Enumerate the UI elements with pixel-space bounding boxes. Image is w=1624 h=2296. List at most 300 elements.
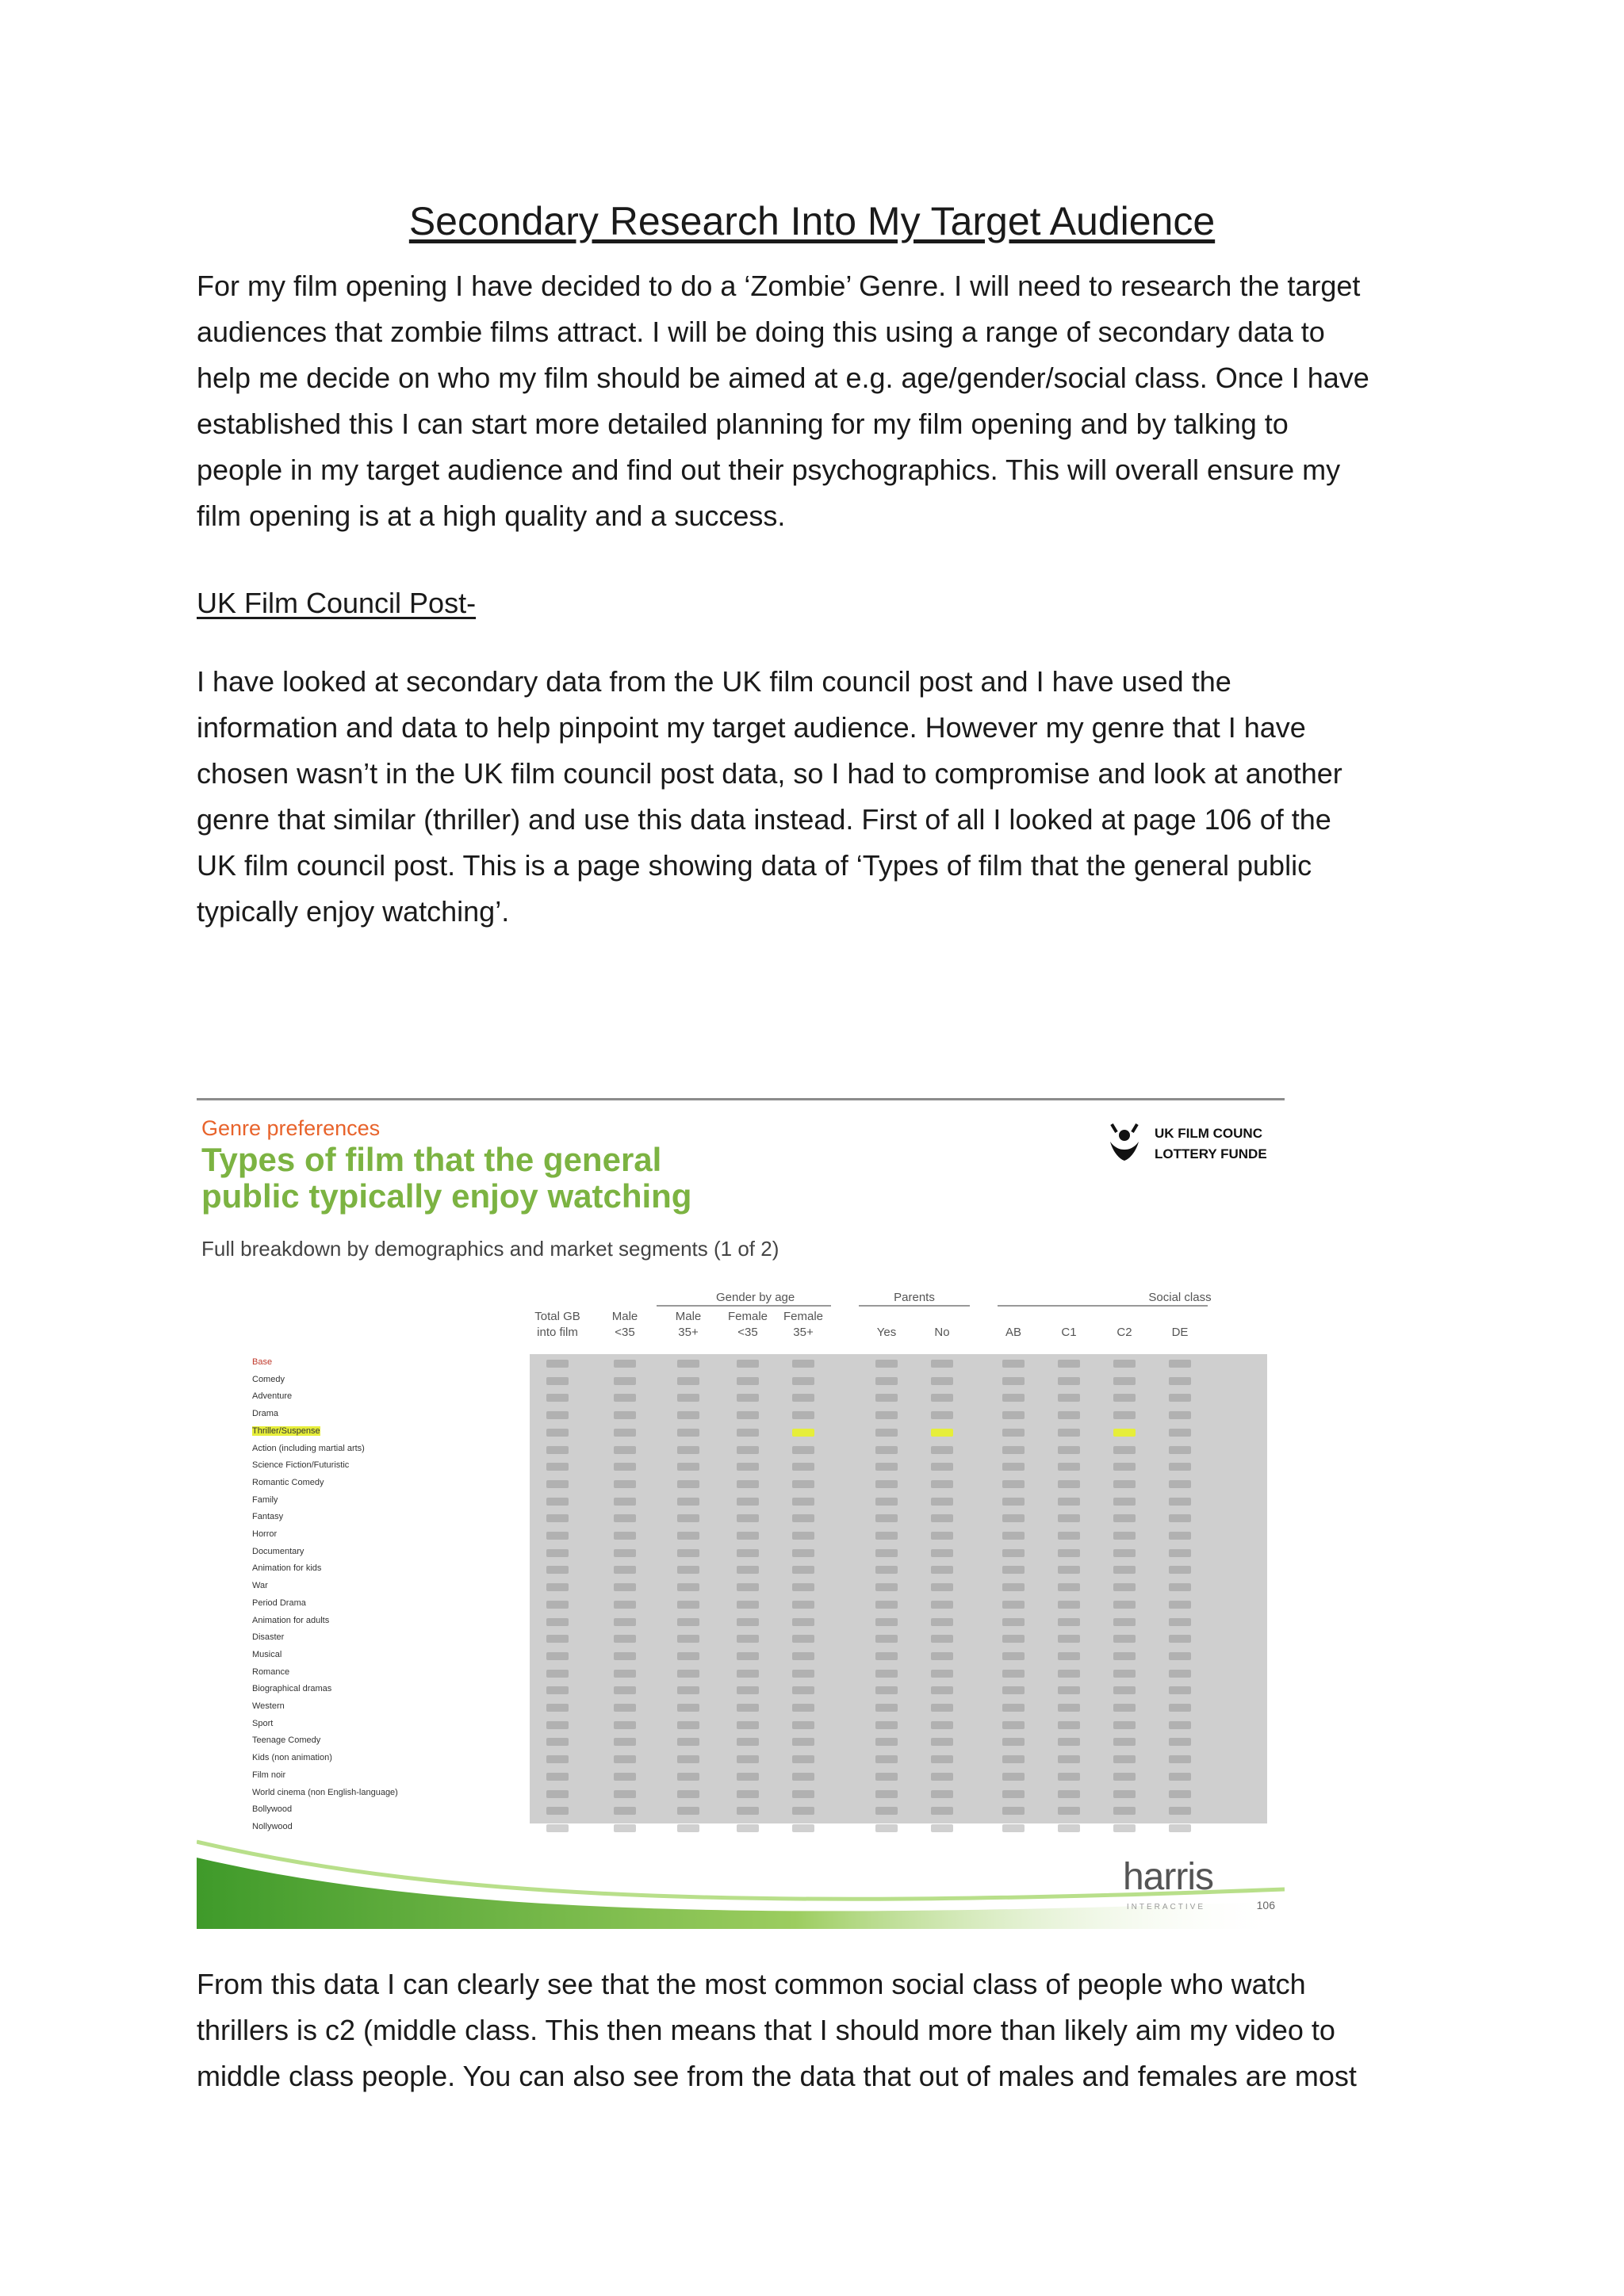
text-line: For my film opening I have decided to do a ‘Zombie’ Genre. I will need to research the target [197,270,1361,302]
group-header: Parents [894,1291,935,1304]
table-cell [1113,1532,1136,1540]
table-cell [1169,1377,1191,1385]
table-cell [1002,1463,1025,1471]
table-cell [875,1601,898,1609]
table-cell [931,1446,953,1454]
table-cell [677,1463,699,1471]
table-cell [737,1463,759,1471]
table-cell [875,1773,898,1781]
table-cell [677,1394,699,1402]
table-cell [875,1807,898,1815]
table-cell [1113,1411,1136,1419]
table-cell [1002,1790,1025,1798]
table-row-label: Disaster [252,1632,285,1643]
table-cell [875,1446,898,1454]
table-body [530,1354,1267,1823]
table-cell [1058,1635,1080,1643]
table-cell [1113,1755,1136,1763]
table-cell [931,1738,953,1746]
table-cell [614,1446,636,1454]
table-cell [1002,1704,1025,1712]
table-cell [931,1652,953,1660]
text-line: help me decide on who my film should be aimed at e.g. age/gender/social class. Once I have [197,362,1369,394]
table-cell [1169,1670,1191,1678]
table-cell [875,1652,898,1660]
lottery-hand-icon [1102,1118,1147,1162]
table-cell [1169,1652,1191,1660]
table-cell [614,1480,636,1488]
table-cell [1002,1738,1025,1746]
table-cell [931,1601,953,1609]
table-cell [1113,1377,1136,1385]
table-cell [931,1583,953,1591]
table-cell [1113,1463,1136,1471]
table-cell [1113,1738,1136,1746]
table-cell [614,1704,636,1712]
table-cell [792,1429,814,1437]
table-cell [677,1773,699,1781]
table-cell [875,1360,898,1368]
table-cell [1169,1790,1191,1798]
table-cell [677,1670,699,1678]
table-cell [614,1583,636,1591]
table-cell [546,1618,569,1626]
table-cell [546,1807,569,1815]
table-row-label: Period Drama [252,1598,306,1608]
slide-title-line: public typically enjoy watching [201,1177,692,1215]
table-cell [1002,1360,1025,1368]
table-cell [546,1463,569,1471]
table-cell [677,1514,699,1522]
table-cell [677,1618,699,1626]
table-cell [931,1463,953,1471]
table-cell [614,1514,636,1522]
table-cell [931,1704,953,1712]
text-line: information and data to help pinpoint my target audience. However my genre that I have [197,711,1306,744]
table-cell [1058,1738,1080,1746]
table-row-label: Drama [252,1409,279,1419]
table-cell [1058,1618,1080,1626]
harris-brand-logo: harris [1122,1856,1213,1898]
table-cell [614,1807,636,1815]
table-cell [546,1738,569,1746]
text-line: people in my target audience and find out their psychographics. This will overall ensure my [197,453,1341,486]
table-cell [931,1532,953,1540]
table-cell [737,1652,759,1660]
table-cell [1058,1480,1080,1488]
table-cell [931,1686,953,1694]
table-cell [614,1670,636,1678]
table-cell [1169,1480,1191,1488]
table-cell [792,1566,814,1574]
table-cell [875,1755,898,1763]
column-header: Female [783,1310,824,1323]
table-cell [677,1807,699,1815]
table-cell [1058,1670,1080,1678]
text-line: typically enjoy watching’. [197,895,510,928]
table-cell [875,1635,898,1643]
table-cell [1169,1686,1191,1694]
table-cell [875,1429,898,1437]
table-cell [875,1670,898,1678]
table-cell [1058,1463,1080,1471]
logo-text: LOTTERY FUNDE [1155,1146,1267,1161]
table-cell [677,1549,699,1557]
table-cell [737,1670,759,1678]
group-header: Gender by age [716,1291,795,1304]
table-cell [1058,1807,1080,1815]
table-cell [875,1790,898,1798]
table-cell [546,1566,569,1574]
table-cell [1002,1498,1025,1506]
table-cell [546,1514,569,1522]
table-cell [737,1601,759,1609]
table-cell [1113,1360,1136,1368]
column-header: into film [537,1326,578,1339]
table-cell [737,1807,759,1815]
table-row-label: Family [252,1494,278,1505]
table-cell [1113,1394,1136,1402]
table-cell [737,1755,759,1763]
table-row-label: Romance [252,1667,290,1677]
harris-brand-sub: INTERACTIVE [1126,1903,1205,1911]
table-cell [677,1601,699,1609]
table-cell [677,1498,699,1506]
table-cell [1058,1686,1080,1694]
body-paragraph [197,659,1434,935]
table-cell [737,1360,759,1368]
table-row-label: Horror [252,1529,278,1539]
table-cell [792,1583,814,1591]
table-cell [737,1446,759,1454]
table-cell [931,1377,953,1385]
table-row-label: Animation for adults [252,1615,330,1625]
table-cell [875,1377,898,1385]
table-cell [546,1652,569,1660]
text-line: middle class people. You can also see from the data that out of males and females are most [197,2060,1357,2092]
table-cell [737,1394,759,1402]
table-cell [792,1807,814,1815]
table-cell [1002,1601,1025,1609]
table-cell [1002,1670,1025,1678]
table-cell [1169,1583,1191,1591]
table-cell [1002,1773,1025,1781]
group-header: Social class [1148,1291,1212,1304]
genre-preference-table [244,1291,1275,1830]
table-cell [792,1498,814,1506]
table-cell [1002,1807,1025,1815]
table-cell [1002,1583,1025,1591]
table-cell [677,1566,699,1574]
green-wave-decoration [197,1826,1285,1929]
column-header: AB [1005,1326,1021,1339]
table-cell [931,1566,953,1574]
table-cell [1113,1704,1136,1712]
table-cell [875,1480,898,1488]
table-cell [1169,1446,1191,1454]
table-cell [1058,1498,1080,1506]
table-cell [737,1411,759,1419]
table-cell [875,1549,898,1557]
table-cell [737,1549,759,1557]
table-cell [931,1498,953,1506]
table-cell [1113,1480,1136,1488]
table-cell [1169,1394,1191,1402]
table-cell [1113,1807,1136,1815]
table-cell [677,1721,699,1729]
table-row-label: Animation for kids [252,1563,322,1574]
table-cell [875,1498,898,1506]
text-line: I have looked at secondary data from the UK film council post and I have used the [197,665,1231,698]
table-cell [677,1790,699,1798]
table-cell [875,1463,898,1471]
table-cell [875,1411,898,1419]
table-cell [737,1790,759,1798]
table-cell [1169,1704,1191,1712]
table-cell [737,1635,759,1643]
text-line: genre that similar (thriller) and use this data instead. First of all I looked at page 106 of the [197,803,1331,836]
table-cell [1058,1411,1080,1419]
table-cell [1058,1394,1080,1402]
text-line: thrillers is c2 (middle class. This then means that I should more than likely aim my video to [197,2014,1335,2046]
table-cell [1058,1755,1080,1763]
table-cell [546,1583,569,1591]
table-cell [875,1394,898,1402]
table-cell [614,1549,636,1557]
table-row-label: Thriller/Suspense [252,1425,320,1436]
column-header: Female [727,1310,768,1323]
table-cell [931,1411,953,1419]
table-cell [1169,1514,1191,1522]
table-cell [931,1480,953,1488]
table-cell [614,1652,636,1660]
table-cell [931,1721,953,1729]
table-row-label: Western [252,1701,285,1711]
table-cell [1113,1686,1136,1694]
table-cell [737,1429,759,1437]
table-row-label: World cinema (non English-language) [252,1787,398,1797]
table-cell [546,1549,569,1557]
table-row-label: Sport [252,1718,274,1728]
table-cell [1113,1514,1136,1522]
table-cell [792,1394,814,1402]
table-cell [875,1704,898,1712]
table-cell [1169,1429,1191,1437]
table-cell [875,1738,898,1746]
table-cell [737,1480,759,1488]
table-cell [931,1549,953,1557]
text-line: From this data I can clearly see that the most common social class of people who watch [197,1968,1306,2000]
table-cell [1002,1394,1025,1402]
table-cell [875,1583,898,1591]
table-cell [737,1704,759,1712]
table-cell [1169,1411,1191,1419]
table-cell [931,1618,953,1626]
table-row-label: Nollywood [252,1821,293,1831]
table-cell [931,1670,953,1678]
table-row-label: Science Fiction/Futuristic [252,1460,350,1471]
group-header-rule [859,1305,970,1307]
table-cell [792,1738,814,1746]
table-cell [1002,1686,1025,1694]
table-cell [1113,1566,1136,1574]
table-cell [677,1360,699,1368]
table-cell [1169,1360,1191,1368]
table-cell [677,1532,699,1540]
table-cell [677,1411,699,1419]
table-cell [1002,1755,1025,1763]
table-cell [737,1721,759,1729]
table-cell [1002,1532,1025,1540]
table-row-label: Bollywood [252,1804,293,1815]
table-cell [677,1704,699,1712]
base-row-label: Base [252,1357,273,1367]
table-cell [1058,1446,1080,1454]
table-cell [792,1773,814,1781]
text-line: chosen wasn’t in the UK film council post data, so I had to compromise and look at another [197,757,1342,790]
table-cell [1002,1446,1025,1454]
table-cell [614,1377,636,1385]
table-cell [546,1755,569,1763]
table-cell [546,1360,569,1368]
table-cell [737,1618,759,1626]
table-row-label: Documentary [252,1546,304,1556]
table-cell [546,1480,569,1488]
table-cell [792,1446,814,1454]
slide-kicker: Genre preferences [201,1116,381,1140]
table-cell [931,1360,953,1368]
table-cell [1169,1618,1191,1626]
table-cell [931,1514,953,1522]
table-cell [1113,1773,1136,1781]
table-cell [1002,1618,1025,1626]
table-cell [737,1583,759,1591]
column-header: Male [675,1310,702,1323]
column-header: <35 [615,1326,635,1339]
table-cell [792,1601,814,1609]
column-header: Male [611,1310,638,1323]
section-heading: UK Film Council Post- [197,587,477,619]
table-cell [792,1686,814,1694]
column-header: DE [1171,1326,1189,1339]
slide-subtitle: Full breakdown by demographics and market segments (1 of 2) [201,1237,779,1261]
table-cell [614,1411,636,1419]
table-cell [614,1601,636,1609]
table-cell [1058,1652,1080,1660]
table-row-label: War [252,1581,268,1591]
table-cell [931,1790,953,1798]
table-cell [677,1755,699,1763]
table-cell [1169,1807,1191,1815]
table-cell [792,1360,814,1368]
table-cell [1002,1411,1025,1419]
table-cell [792,1618,814,1626]
table-cell [614,1738,636,1746]
table-cell [792,1721,814,1729]
table-cell [1169,1549,1191,1557]
table-row-label: Comedy [252,1374,285,1384]
table-cell [1058,1360,1080,1368]
intro-paragraph [197,263,1434,539]
text-line: audiences that zombie films attract. I will be doing this using a range of secondary data to [197,316,1325,348]
table-cell [1113,1721,1136,1729]
table-cell [1113,1601,1136,1609]
logo-text: UK FILM COUNC [1155,1126,1262,1141]
table-cell [546,1429,569,1437]
table-cell [1113,1635,1136,1643]
table-cell [1169,1738,1191,1746]
table-cell [614,1618,636,1626]
table-cell [614,1394,636,1402]
table-cell [1113,1583,1136,1591]
column-header: 35+ [678,1326,699,1339]
column-header: No [934,1326,950,1339]
table-cell [546,1773,569,1781]
table-row-label: Adventure [252,1391,293,1402]
table-cell [792,1652,814,1660]
table-cell [737,1532,759,1540]
table-cell [792,1755,814,1763]
conclusion-paragraph [197,1961,1434,2099]
table-cell [1058,1532,1080,1540]
table-cell [614,1429,636,1437]
table-cell [792,1670,814,1678]
page-title: Secondary Research Into My Target Audience [408,199,1216,243]
table-cell [875,1686,898,1694]
table-cell [1113,1652,1136,1660]
table-cell [1058,1583,1080,1591]
table-cell [546,1377,569,1385]
table-cell [1002,1429,1025,1437]
table-cell [792,1514,814,1522]
table-cell [792,1704,814,1712]
uk-film-council-logo [1102,1115,1285,1170]
table-row-label: Romantic Comedy [252,1477,324,1487]
table-cell [614,1566,636,1574]
table-cell [1169,1532,1191,1540]
table-cell [614,1790,636,1798]
text-line: established this I can start more detailed planning for my film opening and by talking to [197,408,1289,440]
table-cell [737,1377,759,1385]
table-cell [875,1566,898,1574]
table-cell [1058,1601,1080,1609]
table-cell [1113,1446,1136,1454]
table-cell [677,1738,699,1746]
column-header: Yes [876,1326,897,1339]
table-cell [875,1618,898,1626]
slide-page-number: 106 [1256,1899,1275,1911]
table-cell [931,1807,953,1815]
column-header: Total GB [534,1310,580,1323]
text-line: film opening is at a high quality and a success. [197,499,786,532]
table-cell [1169,1498,1191,1506]
table-cell [792,1549,814,1557]
table-cell [546,1790,569,1798]
table-cell [1002,1549,1025,1557]
table-cell [1002,1652,1025,1660]
table-cell [614,1755,636,1763]
table-cell [614,1686,636,1694]
table-cell [792,1532,814,1540]
table-cell [546,1686,569,1694]
table-cell [546,1532,569,1540]
slide-title-line: Types of film that the general [201,1141,662,1178]
table-cell [737,1686,759,1694]
table-cell [546,1635,569,1643]
table-cell [1058,1566,1080,1574]
table-cell [1002,1377,1025,1385]
table-row-label: Fantasy [252,1512,284,1522]
